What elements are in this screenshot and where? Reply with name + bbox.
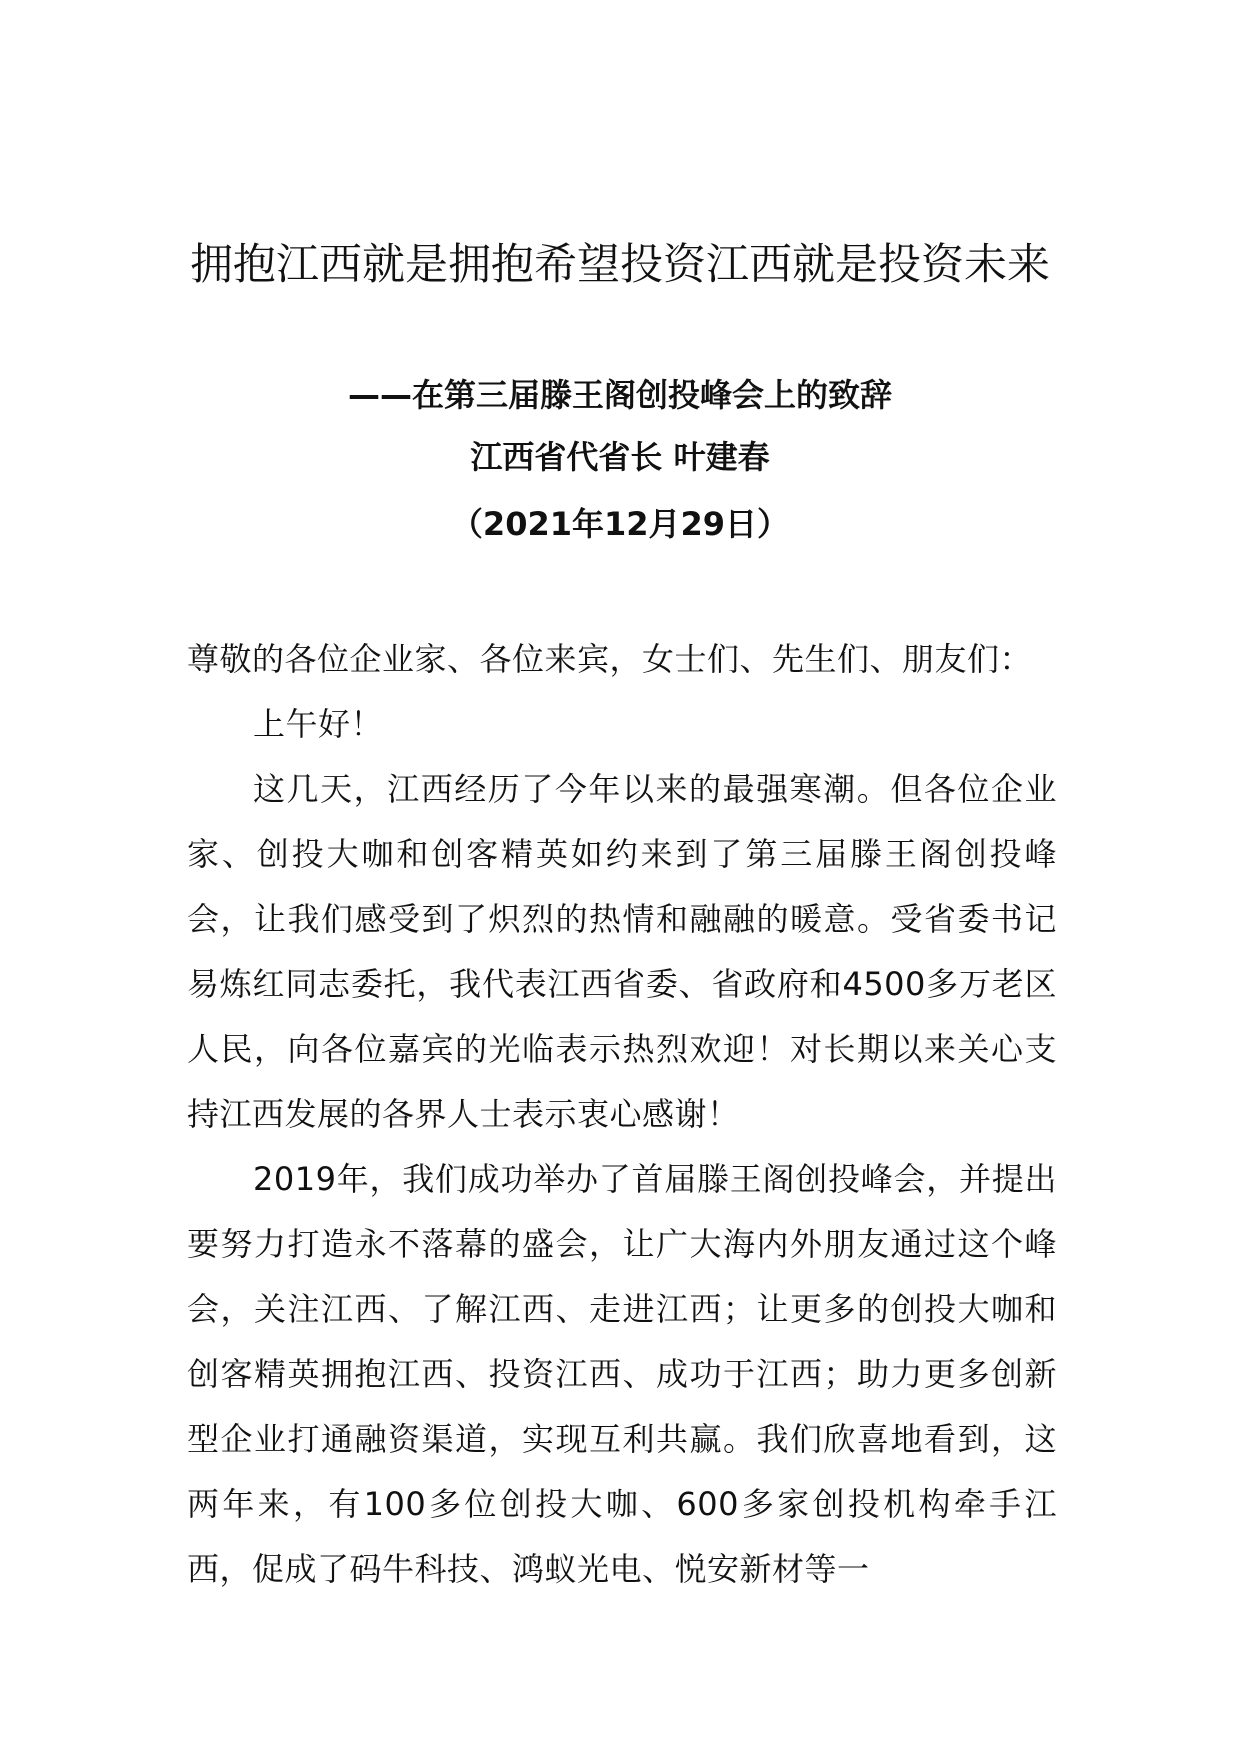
speech-body (187, 627, 1057, 1602)
salutation: 尊敬的各位企业家、各位来宾，女士们、先生们、朋友们： (187, 640, 1033, 678)
body-paragraph: 这几天，江西经历了今年以来的最强寒潮。但各位企业家、创投大咖和创客精英如约来到了第三届滕王阁创投峰会，让我们感受到了炽烈的热情和融融的暖意。受省委书记易炼红同志委托，我代表江西省委、省政府和4500多万老区人民，向各位嘉宾的光临表示热烈欢迎！对长期以来关心支持江西发展的各界人士表示衷心感谢！ (187, 770, 1057, 1133)
date-line: （2021年12月29日） (450, 505, 790, 543)
author-line: 江西省代省长 叶建春 (470, 438, 770, 476)
document-title: 拥抱江西就是拥抱希望投资江西就是投资未来 (190, 240, 1050, 290)
body-paragraph: 2019年，我们成功举办了首届滕王阁创投峰会，并提出要努力打造永不落幕的盛会，让广大海内外朋友通过这个峰会，关注江西、了解江西、走进江西；让更多的创投大咖和创客精英拥抱江西、投资江西、成功于江西；助力更多创新型企业打通融资渠道，实现互利共赢。我们欣喜地看到，这两年来，有100多位创投大咖、600多家创投机构牵手江西，促成了码牛科技、鸿蚁光电、悦安新材等一 (187, 1160, 1057, 1588)
greeting: 上午好！ (253, 705, 384, 743)
document-subtitle: ——在第三届滕王阁创投峰会上的致辞 (347, 376, 892, 414)
